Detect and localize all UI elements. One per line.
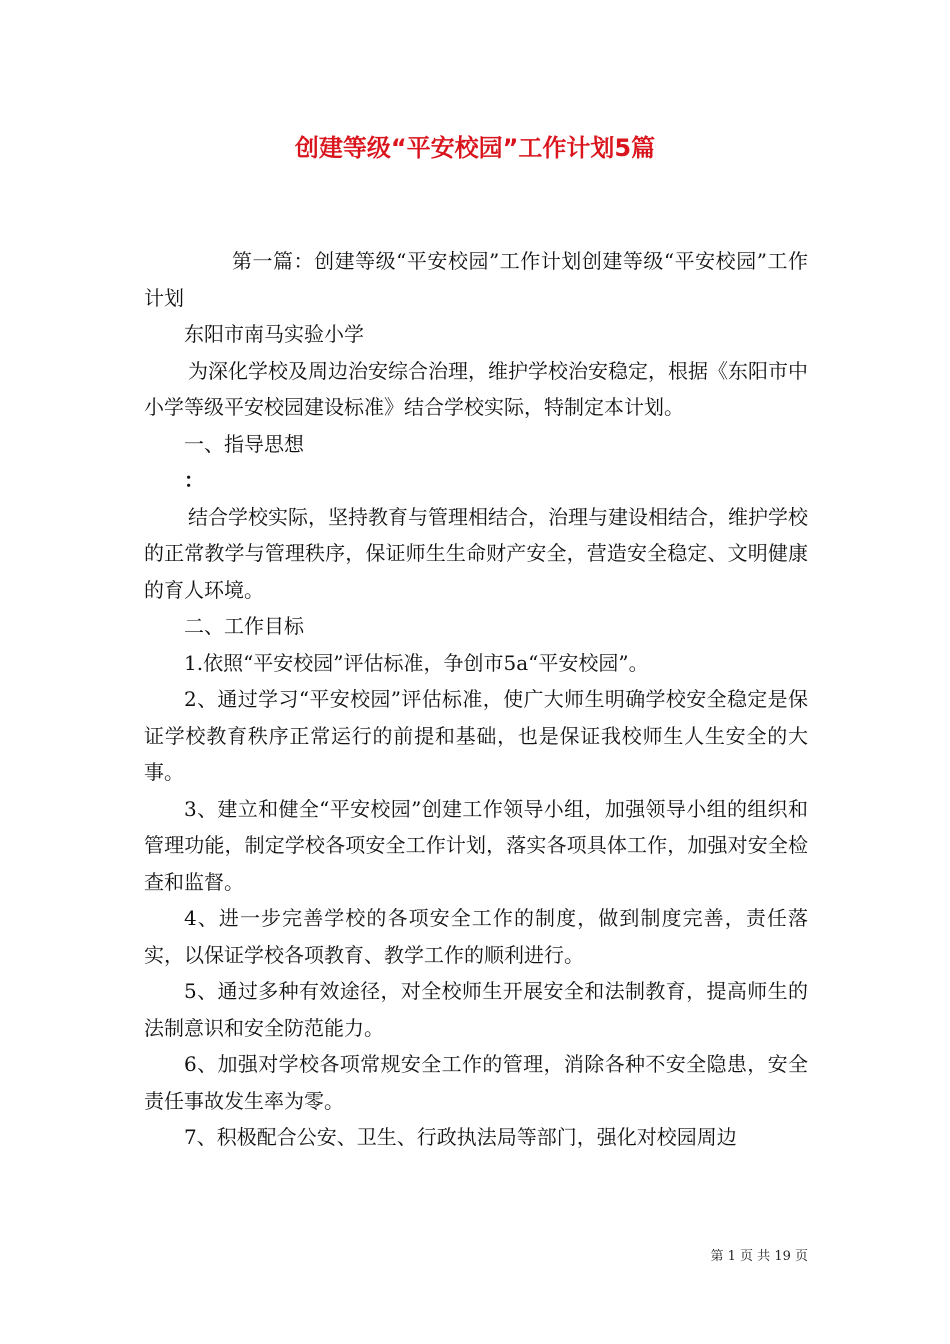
paragraph-goal-5: 5、通过多种有效途径，对全校师生开展安全和法制教育，提高师生的法制意识和安全防范能力。 xyxy=(144,979,808,1040)
paragraph-heading: 第一篇：创建等级“平安校园”工作计划创建等级“平安校园”工作计划 xyxy=(144,249,808,310)
paragraph-intro: 为深化学校及周边治安综合治理，维护学校治安稳定，根据《东阳市中小学等级平安校园建设标准》结合学校实际，特制定本计划。 xyxy=(144,358,808,419)
paragraph-goal-2: 2、通过学习“平安校园”评估标准，使广大师生明确学校安全稳定是保证学校教育秩序正常运行的前提和基础，也是保证我校师生人生安全的大事。 xyxy=(144,687,808,784)
paragraph-goal-4: 4、进一步完善学校的各项安全工作的制度，做到制度完善，责任落实，以保证学校各项教育、教学工作的顺利进行。 xyxy=(144,906,808,967)
document-body xyxy=(144,243,808,1156)
paragraph-goal-3: 3、建立和健全“平安校园”创建工作领导小组，加强领导小组的组织和管理功能，制定学校各项安全工作计划，落实各项具体工作，加强对安全检查和监督。 xyxy=(144,796,808,894)
paragraph-colon: ： xyxy=(184,468,204,492)
page-number: 第 1 页 共 19 页 xyxy=(710,1249,808,1264)
paragraph-guiding: 结合学校实际，坚持教育与管理相结合，治理与建设相结合，维护学校的正常教学与管理秩序，保证师生生命财产安全，营造安全稳定、文明健康的育人环境。 xyxy=(144,504,808,602)
paragraph-goal-1: 1.依照“平安校园”评估标准，争创市5a“平安校园”。 xyxy=(184,650,649,675)
paragraph-goal-6: 6、加强对学校各项常规安全工作的管理，消除各种不安全隐患，安全责任事故发生率为零。 xyxy=(144,1052,808,1113)
document-title: 创建等级“平安校园”工作计划5篇 xyxy=(294,134,656,162)
paragraph-section-1: 一、指导思想 xyxy=(184,431,304,456)
paragraph-goal-7: 7、积极配合公安、卫生、行政执法局等部门，强化对校园周边 xyxy=(184,1125,737,1149)
paragraph-section-2: 二、工作目标 xyxy=(184,614,304,638)
paragraph-school: 东阳市南马实验小学 xyxy=(184,322,364,346)
